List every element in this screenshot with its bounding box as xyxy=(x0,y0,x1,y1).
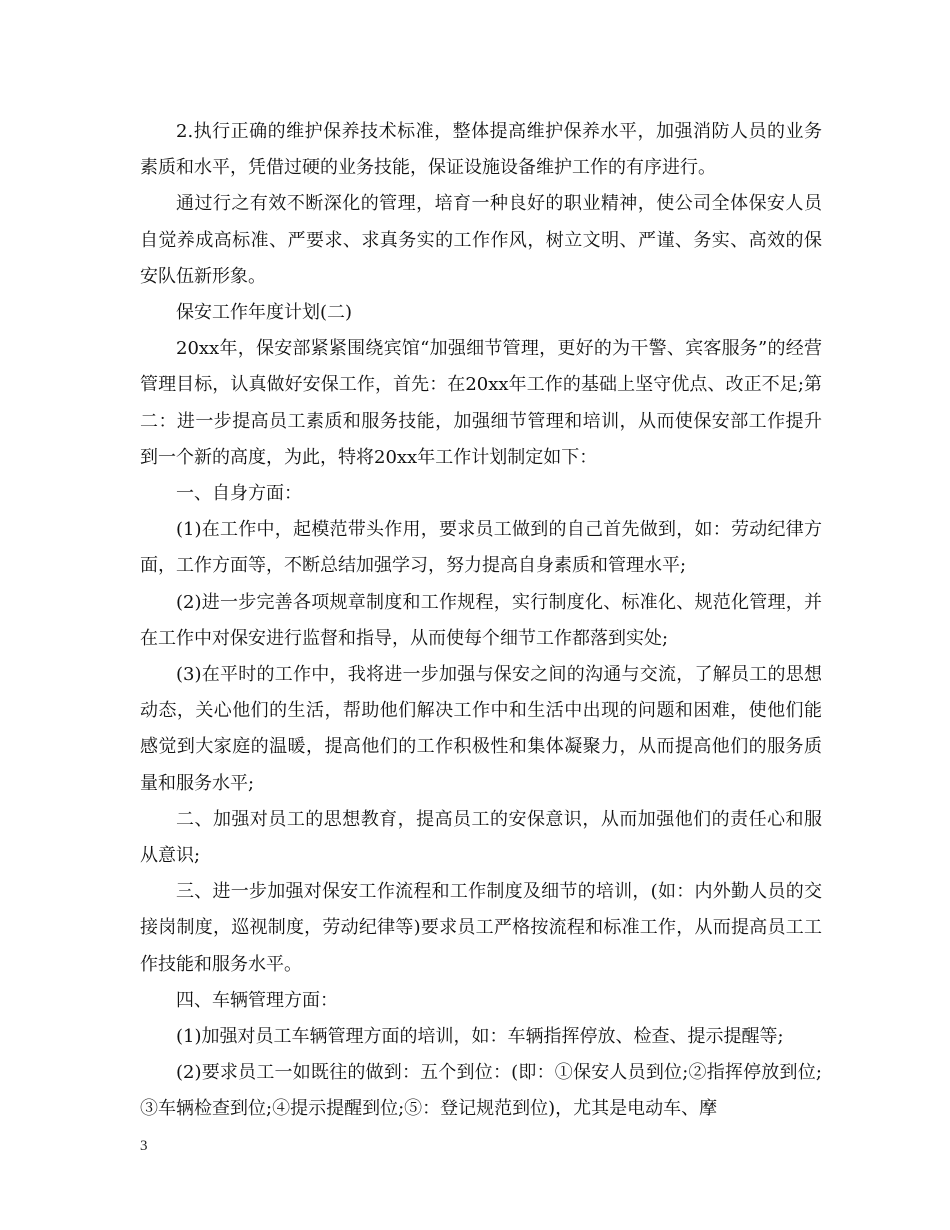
paragraph-item-2: (2)进一步完善各项规章制度和工作规程，实行制度化、标准化、规范化管理，并在工作中对保安进行监督和指导，从而使每个细节工作都落到实处; xyxy=(140,591,822,649)
paragraph-maintenance-standards: 2.执行正确的维护保养技术标准，整体提高维护保养水平，加强消防人员的业务素质和水平，凭借过硬的业务技能，保证设施设备维护工作的有序进行。 xyxy=(140,121,822,179)
paragraph-vehicle-item-1: (1)加强对员工车辆管理方面的培训，如：车辆指挥停放、检查、提示提醒等; xyxy=(176,1026,784,1048)
heading-ideological-education: 二、加强对员工的思想教育，提高员工的安保意识，从而加强他们的责任心和服从意识; xyxy=(140,808,822,867)
paragraph-plan-intro: 20xx年，保安部紧紧围绕宾馆“加强细节管理，更好的为干警、宾客服务”的经营管理目标，认真做好安保工作，首先：在20xx年工作的基础上坚守优点、改正不足;第二：进一步提高员工素质和服务技能，加强细节管理和培训，从而使保安部工作提升到一个新的高度，为此，特将20xx年工作计划制定如下： xyxy=(140,338,822,468)
paragraph-item-1: (1)在工作中，起模范带头作用，要求员工做到的自己首先做到，如：劳动纪律方面，工作方面等，不断总结加强学习，努力提高自身素质和管理水平; xyxy=(140,519,822,577)
heading-vehicle-management: 四、车辆管理方面： xyxy=(176,989,338,1011)
paragraph-management-spirit: 通过行之有效不断深化的管理，培育一种良好的职业精神，使公司全体保安人员自觉养成高标准、严要求、求真务实的工作作风，树立文明、严谨、务实、高效的保安队伍新形象。 xyxy=(140,193,822,287)
paragraph-item-3: (3)在平时的工作中，我将进一步加强与保安之间的沟通与交流，了解员工的思想动态，关心他们的生活，帮助他们解决工作中和生活中出现的问题和困难，使他们能感觉到大家庭的温暖，提高他们的工作积极性和集体凝聚力，从而提高他们的服务质量和服务水平; xyxy=(140,664,822,794)
section-heading-annual-plan-two: 保安工作年度计划(二) xyxy=(176,302,353,324)
heading-training: 三、进一步加强对保安工作流程和工作制度及细节的培训，(如：内外勤人员的交接岗制度，巡视制度，劳动纪律等)要求员工严格按流程和标准工作，从而提高员工工作技能和服务水平。 xyxy=(140,881,822,975)
document-body xyxy=(140,114,822,1128)
heading-self-aspects: 一、自身方面： xyxy=(176,483,302,505)
paragraph-vehicle-item-2: (2)要求员工一如既往的做到：五个到位：(即：①保安人员到位;②指挥停放到位;③车辆检查到位;④提示提醒到位;⑤：登记规范到位)，尤其是电动车、摩 xyxy=(140,1062,822,1120)
page-number: 3 xyxy=(140,1138,148,1154)
